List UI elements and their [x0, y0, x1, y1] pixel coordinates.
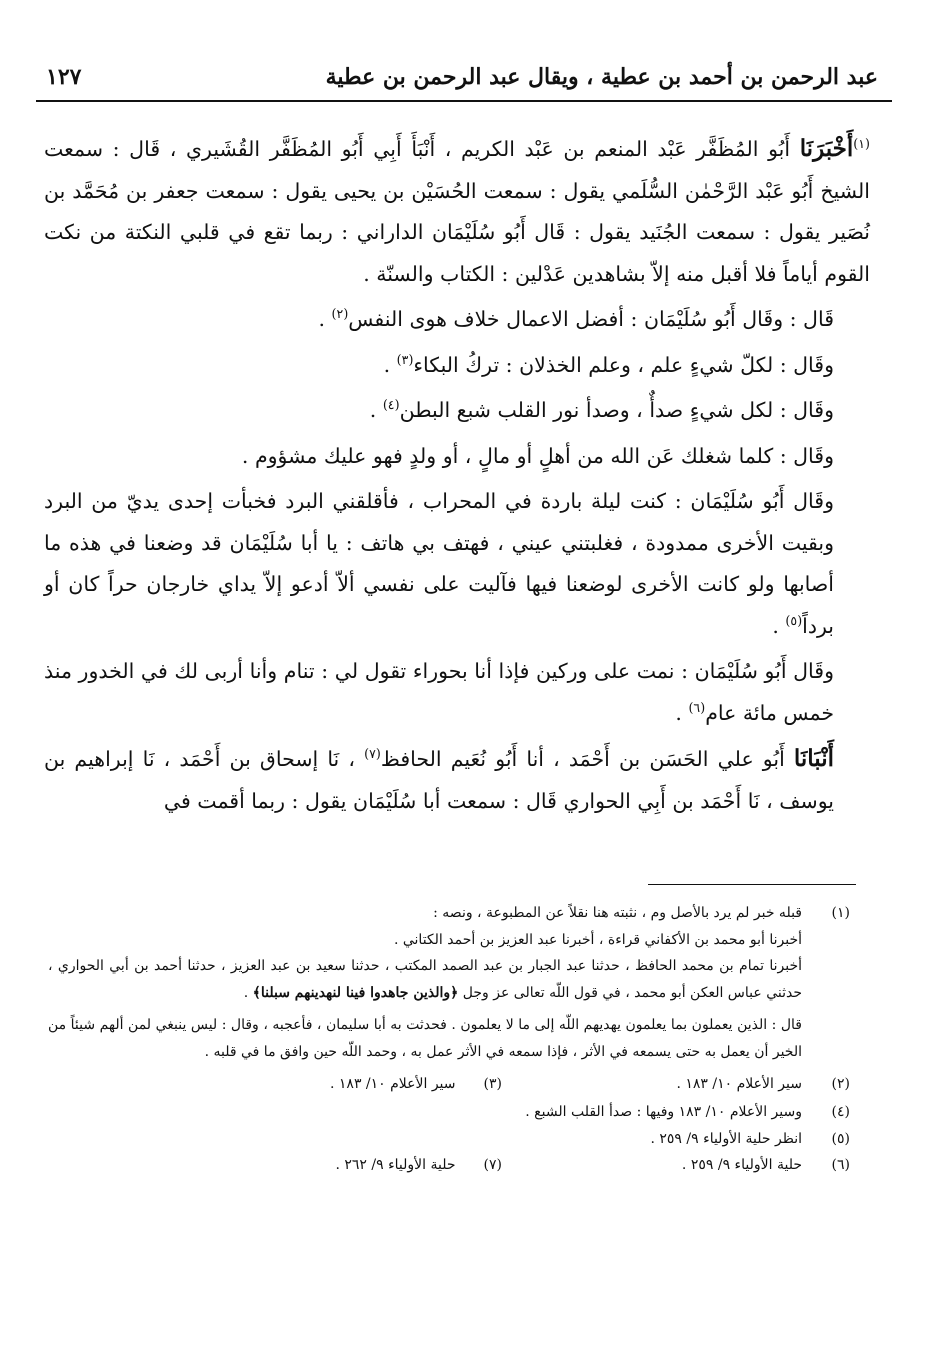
- paragraph-6: [44, 481, 870, 647]
- paragraph-3-end: .: [383, 352, 397, 377]
- header-title: عبد الرحمن بن أحمد بن عطية ، ويقال عبد الرحمن بن عطية: [325, 64, 878, 90]
- paragraph-8-text-b: ، نَا إسحاق بن أَحْمَد ، نَا إبراهيم بن يوسف ، نَا أَحْمَد بن أَبِي الحواري قَال : سمعت أبا سُلَيْمَان يقول : ربما أقمت في: [44, 747, 834, 813]
- footnote-3-number: (٣): [483, 1076, 502, 1092]
- footnote-4-text: وسير الأعلام ١٠/ ١٨٣ وفيها : صدأ القلب الشبع .: [525, 1104, 802, 1120]
- paragraph-4: [44, 390, 870, 432]
- paragraph-8-text-a: أَبُو علي الحَسَن بن أَحْمَد ، أنا أَبُو نُعَيم الحافظ: [380, 747, 794, 771]
- footnote-ref-3: (٣): [396, 351, 414, 367]
- footnote-2-number: (٢): [831, 1076, 850, 1092]
- footnote-row-2-3: [48, 1071, 850, 1099]
- paragraph-6-text: وقَال أَبُو سُلَيْمَان : كنت ليلة باردة في المحراب ، فأقلقني البرد فخبأت إحدى يديّ من البرد وبقيت الأخرى ممدودة ، فغلبتني عيني ، فهتف بي هاتف : يا أبا سُلَيْمَان قد وضعنا في هذه ما أصابها ولو كانت الأخرى لوضعنا فيها فآليت على نفسي ألاّ أدعو إلاّ يداي خارجان حراً كان أو برداً: [44, 489, 834, 638]
- footnote-4-number: (٤): [831, 1104, 850, 1120]
- footnote-3: [330, 1071, 502, 1098]
- footnote-1-line-2: أخبرنا أبو محمد بن الأكفاني قراءة ، أخبرنا عبد العزيز بن أحمد الكتاني .: [393, 931, 802, 948]
- chain-lead-akhbarana: أَخْبَرَنَا: [799, 135, 854, 162]
- paragraph-1: [44, 128, 870, 295]
- footnote-ref-7: (٧): [364, 746, 381, 762]
- paragraph-4-text: وقَال : لكل شيءٍ صدأٌ ، وصدأ نور القلب شبع البطن: [399, 398, 834, 422]
- footnote-ref-2: (٢): [331, 306, 349, 322]
- footnote-ref-6: (٦): [688, 699, 706, 715]
- running-header: [36, 58, 892, 102]
- footnote-ref-5: (٥): [785, 612, 803, 628]
- footnotes: [48, 900, 850, 1180]
- footnote-1-line-3-end: .: [243, 984, 253, 1001]
- paragraph-4-end: .: [369, 398, 383, 422]
- page-number: ١٢٧: [46, 64, 82, 90]
- paragraph-5-text: وقَال : كلما شغلك عَن الله من أهلٍ أو مالٍ ، أو ولدٍ فهو عليك مشؤوم .: [241, 443, 834, 468]
- footnote-6-text: حلية الأولياء ٩/ ٢٥٩ .: [681, 1157, 802, 1173]
- paragraph-7: [44, 651, 870, 734]
- paragraph-1-text: أَبُو المُظَفَّر عَبْد المنعم بن عَبْد الكريم ، أَنْبَأَ أَبِي أَبُو المُظَفَّر القُشَيري ، قَال : سمعت الشيخ أَبُو عَبْد الرَّحْمٰن السُّلَمي يقول : سمعت الحُسَيْن بن يحيى يقول : سمعت جعفر بن مُحَمَّد بن نُصَير يقول : سمعت الجُنَيد يقول : قَال أَبُو سُلَيْمَان الداراني : ربما تقع في قلبي النكتة من نكت القوم أياماً فلا أقبل منه إلاّ بشاهدين عَدْلين : الكتاب والسنّة .: [44, 137, 870, 286]
- footnote-5: [48, 1126, 850, 1153]
- paragraph-7-text: وقَال أَبُو سُلَيْمَان : نمت على وركين فإذا أنا بحوراء تقول لي : تنام وأنا أربى لك في الخدور منذ خمس مائة عام: [44, 659, 834, 725]
- footnote-6-number: (٦): [831, 1157, 850, 1173]
- paragraph-6-end: .: [772, 613, 786, 638]
- paragraph-2-end: .: [318, 307, 332, 331]
- footnote-1-line-3-text: أخبرنا تمام بن محمد الحافظ ، حدثنا عبد الجبار بن عبد الصمد المكتب ، حدثنا سعيد بن عبد العزيز ، حدثنا أحمد بن أبي الحواري ، حدثني عباس العكن أبو محمد ، في قول اللّه تعالى عز وجل: [48, 958, 802, 1001]
- main-text: [44, 128, 870, 826]
- footnote-2-text: سير الأعلام ١٠/ ١٨٣ .: [676, 1076, 802, 1092]
- footnote-ref-1: (١): [853, 136, 870, 152]
- footnote-7-number: (٧): [483, 1157, 502, 1173]
- paragraph-5: [44, 436, 870, 478]
- quran-verse: ﴿والذين جاهدوا فينا لنهدينهم سبلنا﴾: [252, 984, 459, 1001]
- footnote-7: [335, 1152, 502, 1179]
- footnote-1-line-1: قبله خبر لم يرد بالأصل وم ، نثبته هنا نقلاً عن المطبوعة ، ونصه :: [433, 905, 802, 921]
- paragraph-2-text: قَال : وقَال أَبُو سُلَيْمَان : أفضل الاعمال خلاف هوى النفس: [348, 307, 834, 331]
- footnote-row-6-7: [48, 1152, 850, 1180]
- footnote-5-text: انظر حلية الأولياء ٩/ ٢٥٩ .: [650, 1130, 802, 1147]
- paragraph-7-end: .: [675, 700, 689, 725]
- footnote-5-number: (٥): [831, 1130, 850, 1147]
- footnote-1-number: (١): [831, 905, 850, 921]
- footnote-separator: [648, 884, 856, 885]
- footnote-4: [48, 1099, 850, 1126]
- footnote-1-line-3: [48, 953, 802, 1006]
- footnote-ref-4: (٤): [382, 397, 400, 413]
- paragraph-8: [44, 738, 870, 822]
- footnote-1: [48, 900, 850, 1065]
- footnote-3-text: سير الأعلام ١٠/ ١٨٣ .: [330, 1076, 456, 1092]
- chain-lead-anbana: أَنْبَانَا: [793, 745, 834, 772]
- header-rule: [36, 100, 892, 102]
- footnote-1-line-4: قال : الذين يعملون بما يعلمون يهديهم اللّه إلى ما لا يعلمون . فحدثت به أبا سليمان ، فأعجبه ، وقال : ليس ينبغي لمن ألهم شيئاً من الخير أن يعمل به حتى يسمعه في الأثر ، فإذا سمعه في الأثر عمل به ، وحمد اللّه حين وافق ما في قلبه .: [48, 1017, 802, 1060]
- paragraph-3: [44, 345, 870, 387]
- paragraph-3-text: وقَال : لكلّ شيءٍ علم ، وعلم الخذلان : تركُ البكاء: [413, 352, 834, 377]
- paragraph-2: [44, 299, 870, 341]
- footnote-7-text: حلية الأولياء ٩/ ٢٦٢ .: [335, 1157, 456, 1173]
